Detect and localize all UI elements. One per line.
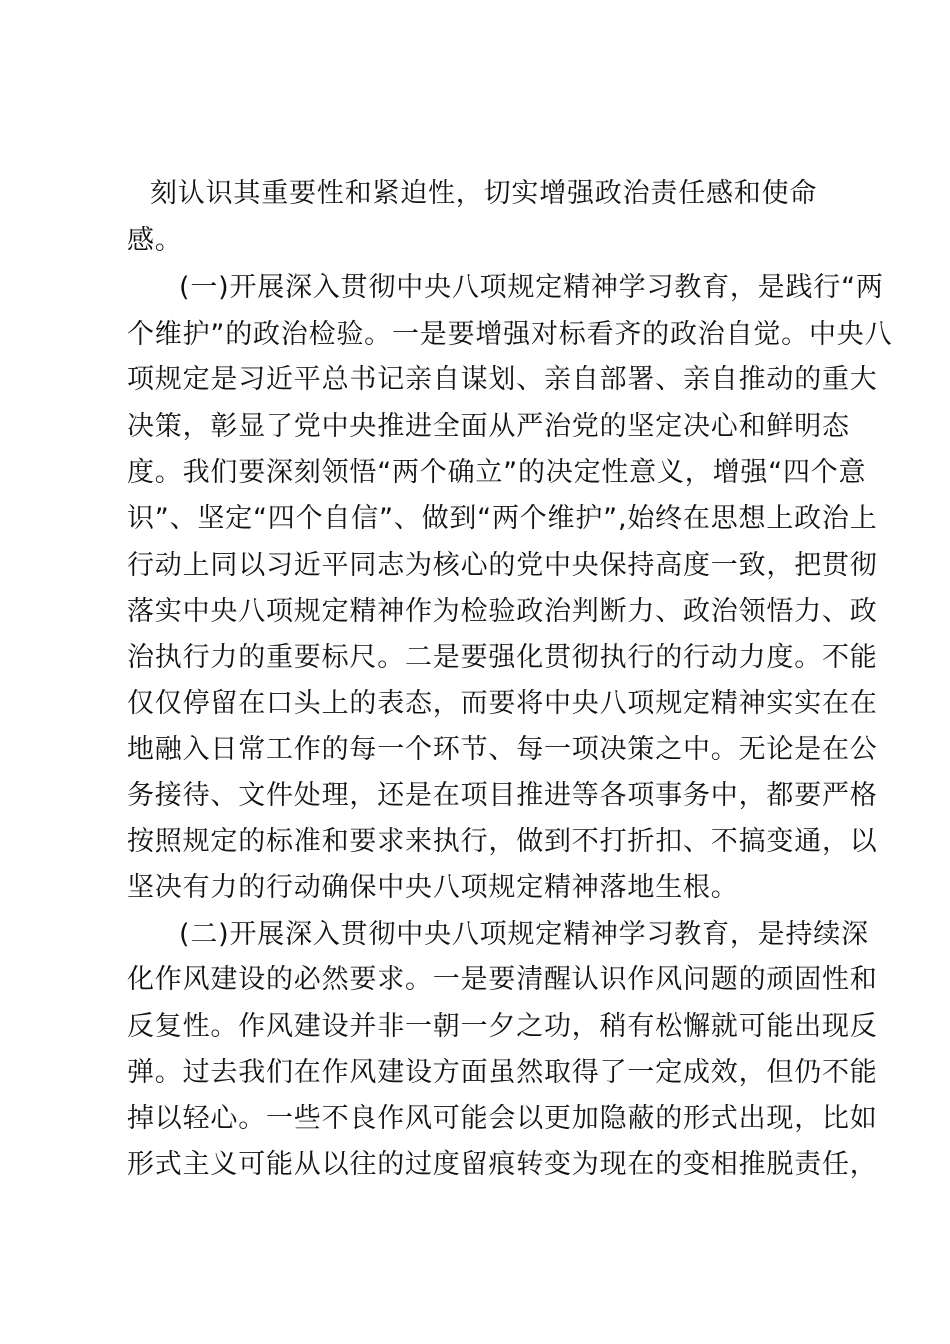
text-line: 治执行力的重要标尺。二是要强化贯彻执行的行动力度。不能 bbox=[127, 642, 878, 673]
text-line: 务接待、文件处理，还是在项目推进等各项事务中，都要严格 bbox=[127, 780, 878, 811]
text-line: 坚决有力的行动确保中央八项规定精神落地生根。 bbox=[127, 872, 739, 903]
text-line: 掉以轻心。一些不良作风可能会以更加隐蔽的形式出现，比如 bbox=[127, 1103, 878, 1134]
text-line: 按照规定的标准和要求来执行，做到不打折扣、不搞变通，以 bbox=[127, 826, 878, 857]
text-line: 地融入日常工作的每一个环节、每一项决策之中。无论是在公 bbox=[127, 734, 878, 765]
text-line: 度。我们要深刻领悟“两个确立”的决定性意义，增强“四个意 bbox=[127, 457, 867, 488]
text-line: 感。 bbox=[127, 225, 183, 256]
text-line: 弹。过去我们在作风建设方面虽然取得了一定成效，但仍不能 bbox=[127, 1057, 878, 1088]
text-line: 反复性。作风建设并非一朝一夕之功，稍有松懈就可能出现反 bbox=[127, 1011, 878, 1042]
text-line: 落实中央八项规定精神作为检验政治判断力、政治领悟力、政 bbox=[127, 596, 878, 627]
text-line: 识”、坚定“四个自信”、做到“两个维护”,始终在思想上政治上 bbox=[127, 503, 878, 534]
text-line: 行动上同以习近平同志为核心的党中央保持高度一致，把贯彻 bbox=[127, 550, 878, 581]
text-line: 形式主义可能从以往的过度留痕转变为现在的变相推脱责任， bbox=[127, 1149, 878, 1180]
text-line: 仅仅停留在口头上的表态，而要将中央八项规定精神实实在在 bbox=[127, 688, 878, 719]
paragraph-heading-line: (一)开展深入贯彻中央八项规定精神学习教育，是践行“两 bbox=[179, 272, 884, 303]
text-line: 个维护”的政治检验。一是要增强对标看齐的政治自觉。中央八 bbox=[127, 319, 893, 350]
paragraph-heading-line: (二)开展深入贯彻中央八项规定精神学习教育，是持续深 bbox=[179, 919, 869, 950]
text-line: 项规定是习近平总书记亲自谋划、亲自部署、亲自推动的重大 bbox=[127, 364, 878, 395]
text-line: 刻认识其重要性和紧迫性，切实增强政治责任感和使命 bbox=[150, 178, 818, 209]
text-line: 决策，彰显了党中央推进全面从严治党的坚定决心和鲜明态 bbox=[127, 411, 850, 442]
text-line: 化作风建设的必然要求。一是要清醒认识作风问题的顽固性和 bbox=[127, 964, 878, 995]
